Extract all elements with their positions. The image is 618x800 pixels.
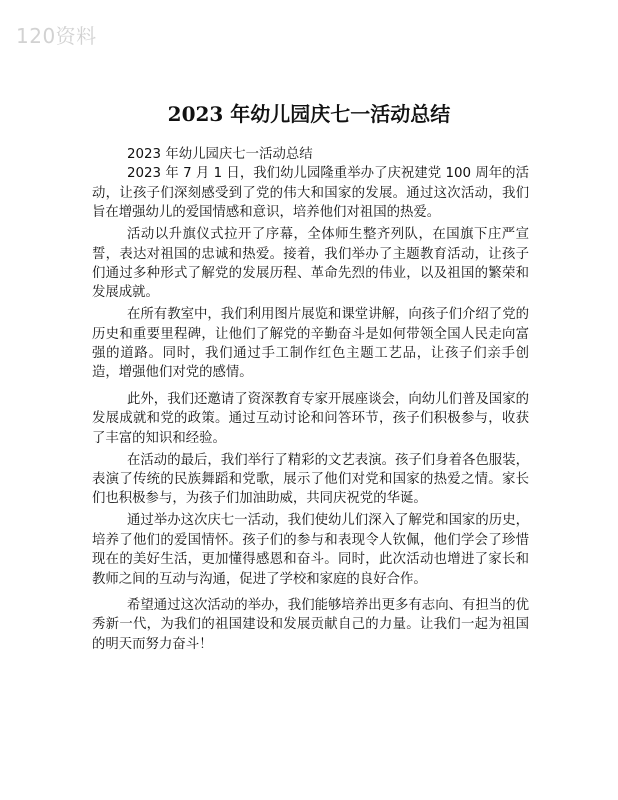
document-subtitle: 2023 年幼儿园庆七一活动总结 (127, 147, 313, 162)
paragraph: 希望通过这次活动的举办，我们能够培养出更多有志向、有担当的优秀新一代，为我们的祖国建设和发展贡献自己的力量。让我们一起为祖国的明天而努力奋斗！ (92, 597, 529, 652)
paragraph: 在活动的最后，我们举行了精彩的文艺表演。孩子们身着各色服装，表演了传统的民族舞蹈和党歌，展示了他们对党和国家的热爱之情。家长们也积极参与，为孩子们加油助威，共同庆祝党的华诞。 (92, 452, 529, 507)
paragraph: 此外，我们还邀请了资深教育专家开展座谈会，向幼儿们普及国家的发展成就和党的政策。通过互动讨论和问答环节，孩子们积极参与，收获了丰富的知识和经验。 (92, 391, 529, 446)
paragraph: 活动以升旗仪式拉开了序幕，全体师生整齐列队，在国旗下庄严宣誓，表达对祖国的忠诚和热爱。接着，我们举办了主题教育活动，让孩子们通过多种形式了解党的发展历程、革命先烈的伟业，以及祖国的繁荣和发展成就。 (92, 227, 529, 301)
document-title: 2023 年幼儿园庆七一活动总结 (167, 102, 451, 126)
paragraph: 通过举办这次庆七一活动，我们使幼儿们深入了解党和国家的历史，培养了他们的爱国情怀。孩子们的参与和表现令人钦佩，他们学会了珍惜现在的美好生活，更加懂得感恩和奋斗。同时，此次活动也增进了家长和教师之间的互动与沟通，促进了学校和家庭的良好合作。 (92, 513, 529, 587)
watermark: 120资料 (16, 24, 97, 48)
paragraph: 在所有教室中，我们利用图片展览和课堂讲解，向孩子们介绍了党的历史和重要里程碑，让他们了解党的辛勤奋斗是如何带领全国人民走向富强的道路。同时，我们通过手工制作红色主题工艺品，让孩子们亲手创造，增强他们对党的感情。 (92, 307, 529, 381)
paragraph: 2023 年 7 月 1 日，我们幼儿园隆重举办了庆祝建党 100 周年的活动，让孩子们深刻感受到了党的伟大和国家的发展。通过这次活动，我们旨在增强幼儿的爱国情感和意识，培养他们对祖国的热爱。 (92, 166, 529, 221)
document-body (92, 145, 529, 657)
